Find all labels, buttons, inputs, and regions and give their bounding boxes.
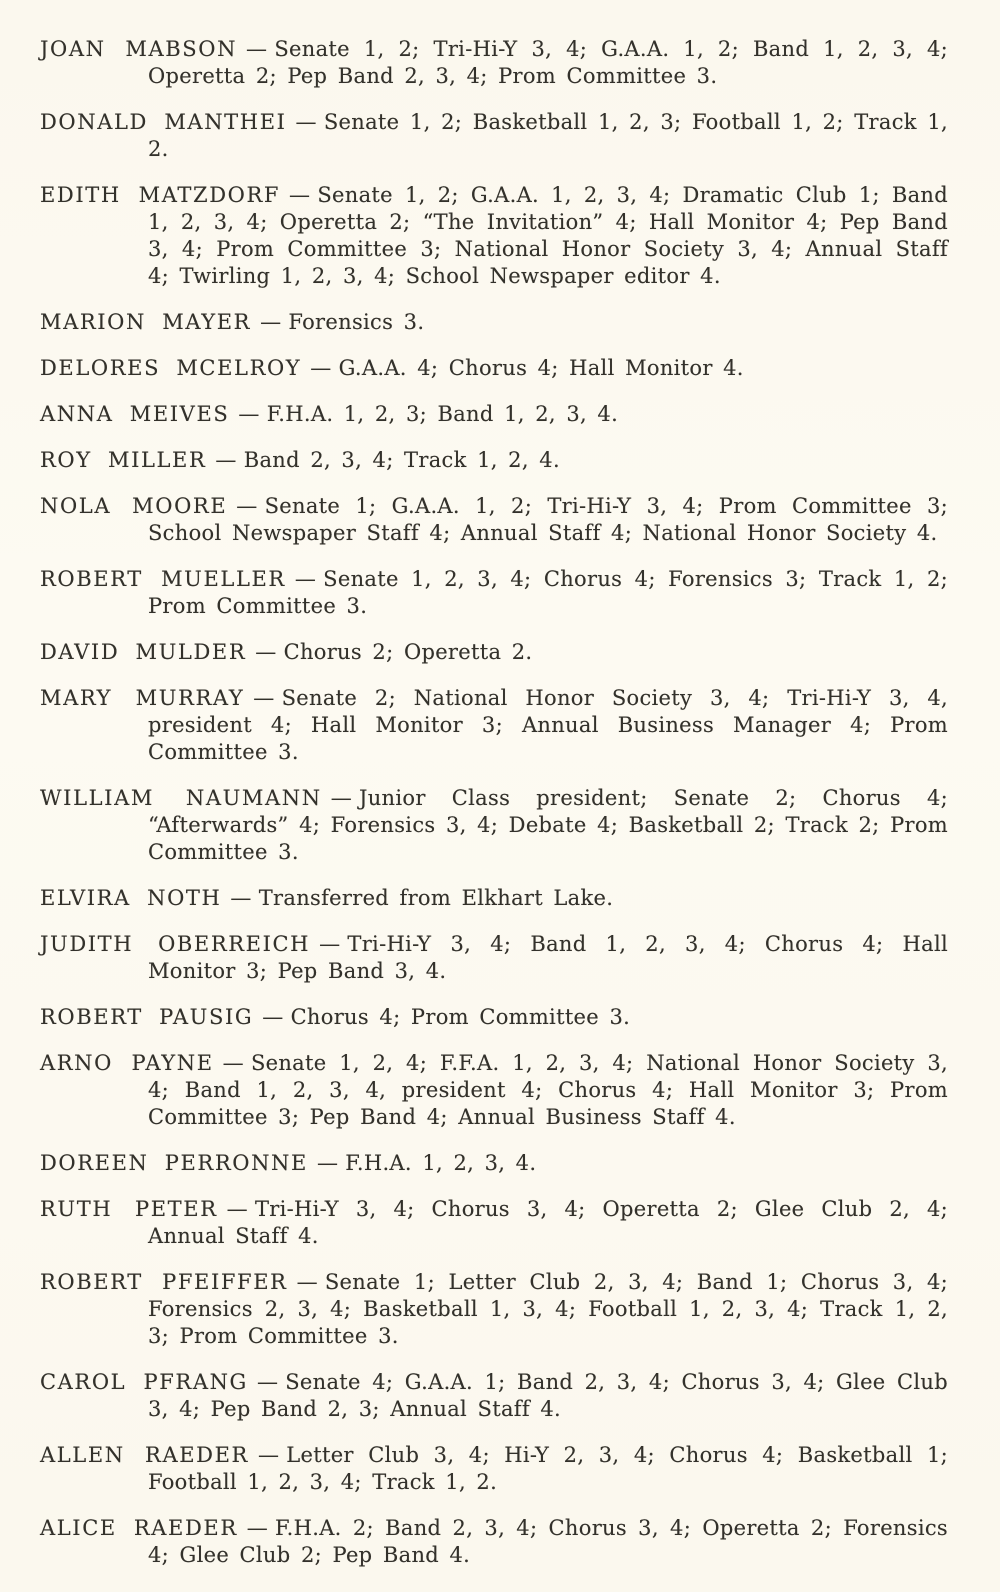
activities-list: F.H.A. 2; Band 2, 3, 4; Chorus 3, 4; Operetta 2; Forensics 4; Glee Club 2; Pep Band 4. [148,1516,948,1567]
activities-list: Tri-Hi-Y 3, 4; Chorus 3, 4; Operetta 2; Glee Club 2, 4; Annual Staff 4. [148,1197,948,1248]
student-activities-entry [40,1269,948,1350]
separator-dash: — [238,402,260,426]
activities-list: Senate 1, 2, 3, 4; Chorus 4; Forensics 3; Track 1, 2; Prom Committee 3. [148,567,948,618]
student-activities-entry [40,1369,948,1423]
separator-dash: — [257,1443,280,1467]
student-activities-entry [40,447,948,474]
separator-dash: — [215,448,237,472]
student-name: EDITH MATZDORF [40,183,281,207]
student-name: ALICE RAEDER [40,1516,238,1540]
separator-dash: — [230,886,252,910]
student-name: DONALD MANTHEI [40,110,287,134]
student-activities-entry [40,1150,948,1177]
student-name: ARNO PAYNE [40,1051,214,1075]
activities-list: Senate 4; G.A.A. 1; Band 2, 3, 4; Chorus 3, 4; Glee Club 3, 4; Pep Band 2, 3; Annual Staff 4. [148,1370,948,1421]
student-name: JUDITH OBERREICH [40,932,311,956]
separator-dash: — [330,786,353,810]
separator-dash: — [253,686,275,710]
student-name: DAVID MULDER [40,640,247,664]
student-activities-entry [40,493,948,547]
separator-dash: — [226,1197,248,1221]
student-name: CAROL PFRANG [40,1370,248,1394]
separator-dash: — [246,37,268,61]
student-activities-entry [40,182,948,290]
separator-dash: — [319,932,341,956]
activities-list: Transferred from Elkhart Lake. [258,886,614,910]
student-name: ROY MILLER [40,448,207,472]
separator-dash: — [222,1051,244,1075]
student-name: ELVIRA NOTH [40,886,222,910]
student-activities-entry [40,36,948,90]
activities-list: F.H.A. 1, 2, 3, 4. [345,1151,537,1175]
activities-list: Senate 2; National Honor Society 3, 4; Tri-Hi-Y 3, 4, president 4; Hall Monitor 3; Annual Business Manager 4; Prom Committee 3. [148,686,948,764]
separator-dash: — [255,640,277,664]
student-name: ROBERT MUELLER [40,567,286,591]
student-activities-entry [40,309,948,336]
activities-list: Chorus 2; Operetta 2. [283,640,533,664]
separator-dash: — [256,1370,279,1394]
student-name: ANNA MEIVES [40,402,230,426]
activities-list: Senate 1, 2; Tri-Hi-Y 3, 4; G.A.A. 1, 2; Band 1, 2, 3, 4; Operetta 2; Pep Band 2, 3, 4; Prom Committee 3. [148,37,948,88]
student-activities-entry [40,1004,948,1031]
activities-list: Senate 1, 2; G.A.A. 1, 2, 3, 4; Dramatic Club 1; Band 1, 2, 3, 4; Operetta 2; “The Invitation” 4; Hall Monitor 4; Pep Band 3, 4; Prom Committee 3; National Honor Society 3, 4; Annual Staff 4; Twirling 1, 2, 3, 4; School Newspaper editor 4. [148,183,948,288]
separator-dash: — [310,356,332,380]
student-name: DOREEN PERRONNE [40,1151,308,1175]
activities-list: F.H.A. 1, 2, 3; Band 1, 2, 3, 4. [266,402,619,426]
student-name: ROBERT PAUSIG [40,1005,254,1029]
student-entries-list [40,36,948,1569]
student-activities-entry [40,639,948,666]
student-name: ALLEN RAEDER [40,1443,249,1467]
student-activities-entry [40,566,948,620]
separator-dash: — [294,567,317,591]
activities-list: G.A.A. 4; Chorus 4; Hall Monitor 4. [338,356,744,380]
activities-list: Senate 1, 2; Basketball 1, 2, 3; Football 1, 2; Track 1, 2. [148,110,948,161]
activities-list: Band 2, 3, 4; Track 1, 2, 4. [243,448,560,472]
student-activities-entry [40,1515,948,1569]
student-name: JOAN MABSON [40,37,238,61]
student-name: DELORES MCELROY [40,356,302,380]
activities-list: Forensics 3. [288,310,425,334]
student-activities-entry [40,1196,948,1250]
student-activities-entry [40,1442,948,1496]
student-activities-entry [40,355,948,382]
student-name: WILLIAM NAUMANN [40,786,322,810]
separator-dash: — [246,1516,269,1540]
activities-list: Chorus 4; Prom Committee 3. [290,1005,631,1029]
student-name: NOLA MOORE [40,494,228,518]
activities-list: Letter Club 3, 4; Hi-Y 2, 3, 4; Chorus 4; Basketball 1; Football 1, 2, 3, 4; Track 1, 2. [148,1443,949,1494]
student-activities-entry [40,885,948,912]
separator-dash: — [295,110,317,134]
activities-list: Senate 1; G.A.A. 1, 2; Tri-Hi-Y 3, 4; Prom Committee 3; School Newspaper Staff 4; Annual Staff 4; National Honor Society 4. [148,494,948,545]
student-name: MARION MAYER [40,310,252,334]
student-activities-entry [40,109,948,163]
student-activities-entry [40,785,948,866]
student-activities-entry [40,1050,948,1131]
activities-list: Senate 1, 2, 4; F.F.A. 1, 2, 3, 4; National Honor Society 3, 4; Band 1, 2, 3, 4, president 4; Chorus 4; Hall Monitor 3; Prom Committee 3; Pep Band 4; Annual Business Staff 4. [148,1051,948,1129]
student-name: MARY MURRAY [40,686,245,710]
student-activities-entry [40,931,948,985]
separator-dash: — [316,1151,339,1175]
student-activities-entry [40,685,948,766]
separator-dash: — [236,494,258,518]
student-name: RUTH PETER [40,1197,218,1221]
separator-dash: — [296,1270,318,1294]
activities-list: Junior Class president; Senate 2; Chorus 4; “Afterwards” 4; Forensics 3, 4; Debate 4; Basketball 2; Track 2; Prom Committee 3. [148,786,948,864]
separator-dash: — [289,183,311,207]
activities-list: Senate 1; Letter Club 2, 3, 4; Band 1; Chorus 3, 4; Forensics 2, 3, 4; Basketball 1, 3, 4; Football 1, 2, 3, 4; Track 1, 2, 3; Prom Committee 3. [148,1270,948,1348]
activities-list: Tri-Hi-Y 3, 4; Band 1, 2, 3, 4; Chorus 4; Hall Monitor 3; Pep Band 3, 4. [148,932,949,983]
separator-dash: — [262,1005,284,1029]
student-name: ROBERT PFEIFFER [40,1270,288,1294]
student-activities-entry [40,401,948,428]
separator-dash: — [260,310,282,334]
